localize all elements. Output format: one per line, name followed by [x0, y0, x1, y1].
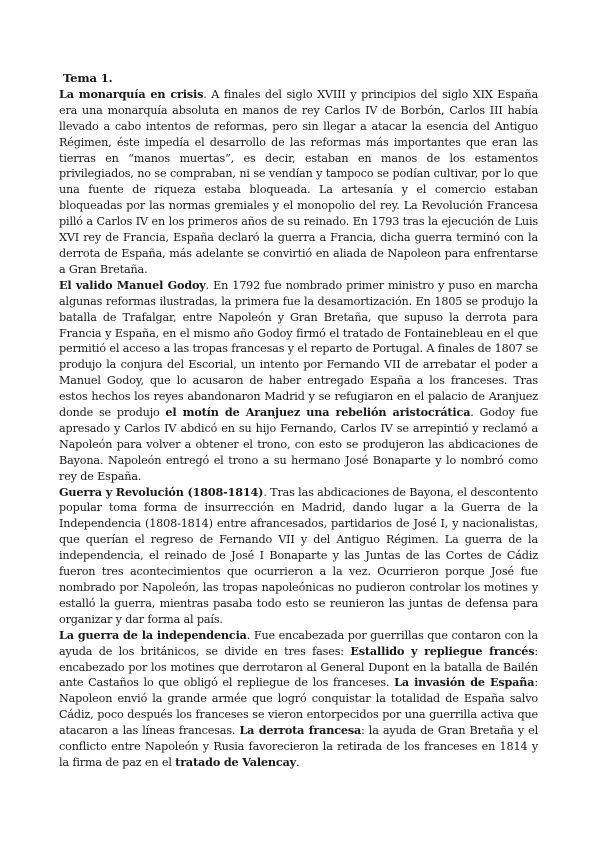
- document-title: Tema 1.: [63, 71, 113, 85]
- section-heading: El valido Manuel Godoy: [59, 277, 206, 292]
- section-monarquia-en-crisis: [59, 87, 538, 278]
- phase-description: : la ayuda de Gran Bretaña y el conflicto entre Napoleón y Rusia favorecieron la retirada de los franceses en 1814 y la firma de paz en el: [59, 724, 538, 769]
- section-heading: Guerra y Revolución (1808-1814): [59, 484, 264, 499]
- phase-description: : Napoleon envió la grande armée que logró conquistar la totalidad de España salvo Cádiz, poco después los franceses se vieron entorpecidos por una guerrilla activa que atacaron a las líneas francesas.: [59, 676, 538, 738]
- phase-label-derrota: La derrota francesa: [239, 723, 362, 738]
- section-valido-manuel-godoy: [59, 278, 538, 485]
- section-body: . Fue encabezada por guerrillas que contaron con la ayuda de los británicos, se divide en tres fases:: [59, 628, 538, 658]
- closing-punctuation: .: [296, 755, 300, 769]
- section-body: . En 1792 fue nombrado primer ministro y puso en marcha algunas reformas ilustradas, la primera fue la desamortización. En 1805 se produjo la batalla de Trafalgar, entre Napoleón y Gran Bretaña, que supuso la derrota para Francia y España, en el mismo año Godoy firmó el tratado de Fontainebleau en el que permitió el acceso a las tropas francesas y el reparto de Portugal. A finales de 1807 se produjo la conjura del Escorial, un intento por Fernando VII de arrebatar el poder a Manuel Godoy, que lo acusaron de haber entregado España a los franceses. Tras estos hechos los reyes abandonaron Madrid y se refugiaron en el palacio de Aranjuez donde se produjo: [59, 278, 539, 420]
- section-body-continued: . Godoy fue apresado y Carlos IV abdicó en su hijo Fernando, Carlos IV se arrepintió y reclamó a Napoleón para volver a obtener el trono, con esto se produjeron las abdicaciones de Bayona. Napoleón entregó el trono a su hermano José Bonaparte y lo nombró como rey de España.: [59, 406, 538, 483]
- section-body: . A finales del siglo XVIII y principios del siglo XIX España era una monarquía absoluta en manos de rey Carlos IV de Borbón, Carlos III había llevado a cabo intentos de reformas, pero sin llegar a atacar la esencia del Antiguo Régimen, éste impedía el desarrollo de las reformas más importantes que eran las tierras en “manos muertas”, es decir, estaban en manos de los estamentos privilegiados, no se compraban, ni se vendían y tampoco se podían cultivar, por lo que una fuente de riqueza estaba bloqueada. La artesanía y el comercio estaban bloqueadas por las normas gremiales y el monopolio del rey. La Revolución Francesa pilló a Carlos IV en los primeros años de su reinado. En 1793 tras la ejecución de Luis XVI rey de Francia, España declaró la guerra a Francia, dicha guerra terminó con la derrota de España, más adelante se convirtió en aliada de Napoleon para enfrentarse a Gran Bretaña.: [59, 87, 538, 276]
- section-body: . Tras las abdicaciones de Bayona, el descontento popular toma forma de insurrección en Madrid, dando lugar a la Guerra de la Independencia (1808-1814) entre afrancesados, partidarios de José I, y nacionalistas, que querían el regreso de Fernando VII y del Antiguo Régimen. La guerra de la independencia, el reinado de José I Bonaparte y las Juntas de las Cortes de Cádiz fueron tres acontecimientos que ocurrieron a la vez. Ocurrieron porque José fue nombrado por Napoleón, las tropas napoleónicas no pudieron controlar los motines y estalló la guerra, mientras pasaba todo esto se reunieron las juntas de defensa para organizar y dar forma al país.: [59, 485, 538, 626]
- phase-description: : encabezado por los motines que derrotaron al General Dupont en la batalla de Bailén ante Castaños lo que obligó el repliegue de los franceses.: [59, 644, 538, 690]
- document-page: [59, 71, 538, 771]
- phase-label-invasion: La invasión de España: [394, 675, 535, 690]
- phase-label-estallido: Estallido y repliegue francés: [350, 643, 535, 658]
- emphasis-motin-aranjuez: el motín de Aranjuez una rebelión aristocrática: [165, 405, 471, 420]
- section-heading: La monarquía en crisis: [59, 86, 204, 101]
- section-guerra-y-revolucion: [59, 485, 538, 628]
- section-heading: La guerra de la independencia: [59, 627, 247, 642]
- section-guerra-independencia: [59, 628, 538, 771]
- treaty-label: tratado de Valencay: [175, 754, 297, 769]
